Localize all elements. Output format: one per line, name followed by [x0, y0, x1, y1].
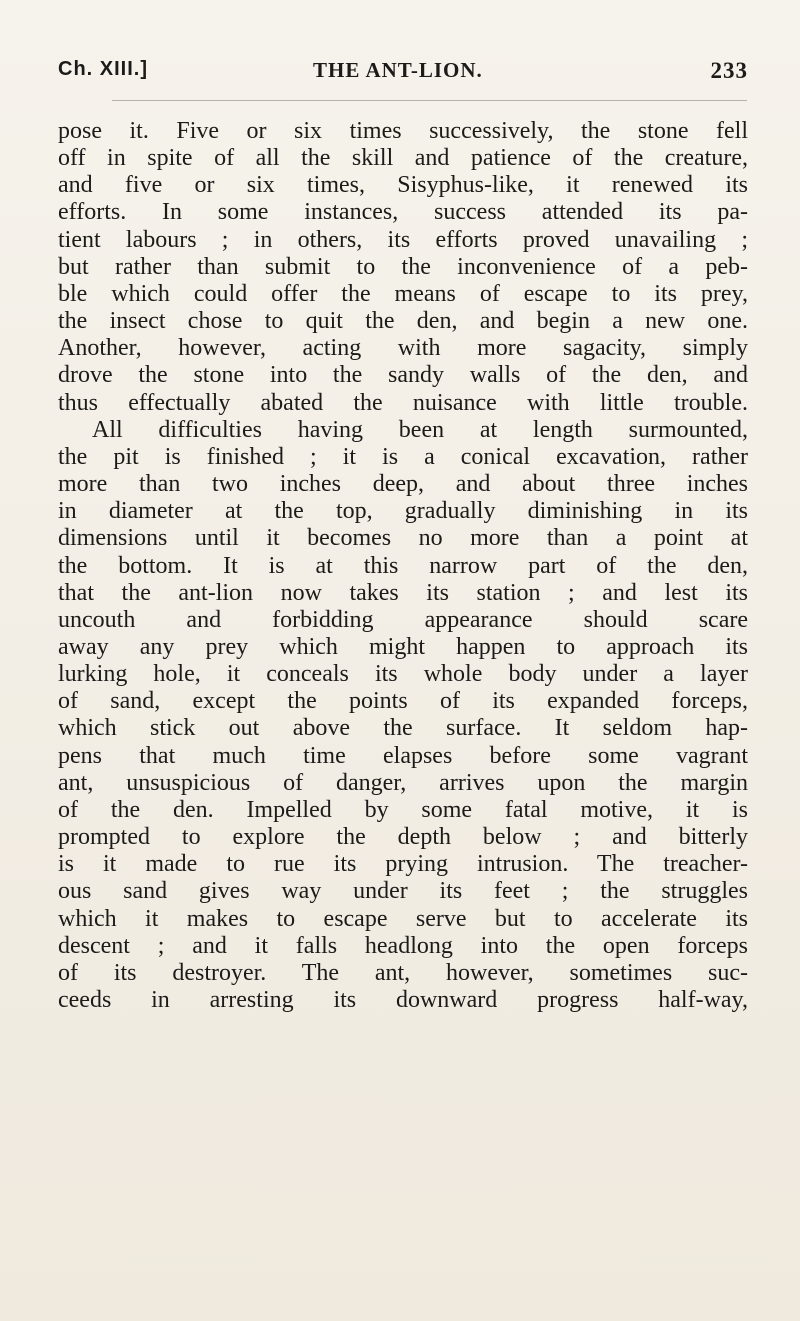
text-line: Another, however, acting with more sagacity, simply: [58, 335, 748, 362]
text-line: in diameter at the top, gradually diminishing in its: [58, 498, 748, 525]
text-line: which it makes to escape serve but to accelerate its: [58, 905, 748, 932]
text-line: ceeds in arresting its downward progress half-way,: [58, 987, 748, 1013]
text-line: ant, unsuspicious of danger, arrives upon the margin: [58, 769, 748, 796]
running-title: THE ANT-LION.: [313, 58, 483, 82]
body-text: [58, 118, 748, 1014]
text-line: ble which could offer the means of escape to its prey,: [58, 280, 748, 307]
text-line: pens that much time elapses before some vagrant: [58, 742, 748, 769]
text-line: the insect chose to quit the den, and begin a new one.: [58, 308, 748, 335]
text-line: descent ; and it falls headlong into the open forceps: [58, 932, 748, 959]
text-line: lurking hole, it conceals its whole body under a layer: [58, 661, 748, 688]
running-header: [58, 58, 748, 98]
text-line: the pit is finished ; it is a conical excavation, rather: [58, 443, 748, 470]
header-rule: [112, 100, 747, 101]
text-line: uncouth and forbidding appearance should scare: [58, 606, 748, 633]
text-line: pose it. Five or six times successively, the stone fell: [58, 118, 748, 144]
text-line: and five or six times, Sisyphus-like, it renewed its: [58, 172, 748, 199]
text-line: is it made to rue its prying intrusion. The treacher-: [58, 851, 748, 878]
page-number: 233: [710, 58, 748, 83]
text-line: away any prey which might happen to approach its: [58, 633, 748, 660]
text-line: thus effectually abated the nuisance with little trouble.: [58, 389, 748, 416]
text-line: efforts. In some instances, success attended its pa-: [58, 199, 748, 226]
text-line: off in spite of all the skill and patience of the creature,: [58, 145, 748, 172]
text-line: tient labours ; in others, its efforts proved unavailing ;: [58, 226, 748, 253]
text-line: of its destroyer. The ant, however, sometimes suc-: [58, 959, 748, 986]
text-line: ous sand gives way under its feet ; the struggles: [58, 878, 748, 905]
text-line: that the ant-lion now takes its station ; and lest its: [58, 579, 748, 606]
chapter-label: Ch. XIII.]: [58, 58, 148, 80]
text-line: dimensions until it becomes no more than a point at: [58, 525, 748, 552]
text-line: of the den. Impelled by some fatal motive, it is: [58, 796, 748, 823]
text-line: which stick out above the surface. It seldom hap-: [58, 715, 748, 742]
text-line: of sand, except the points of its expanded forceps,: [58, 688, 748, 715]
text-line: more than two inches deep, and about three inches: [58, 471, 748, 498]
text-line: but rather than submit to the inconvenience of a peb-: [58, 253, 748, 280]
text-line: drove the stone into the sandy walls of the den, and: [58, 362, 748, 389]
text-line: the bottom. It is at this narrow part of the den,: [58, 552, 748, 579]
text-line: prompted to explore the depth below ; and bitterly: [58, 824, 748, 851]
text-line: All difficulties having been at length surmounted,: [92, 416, 748, 443]
